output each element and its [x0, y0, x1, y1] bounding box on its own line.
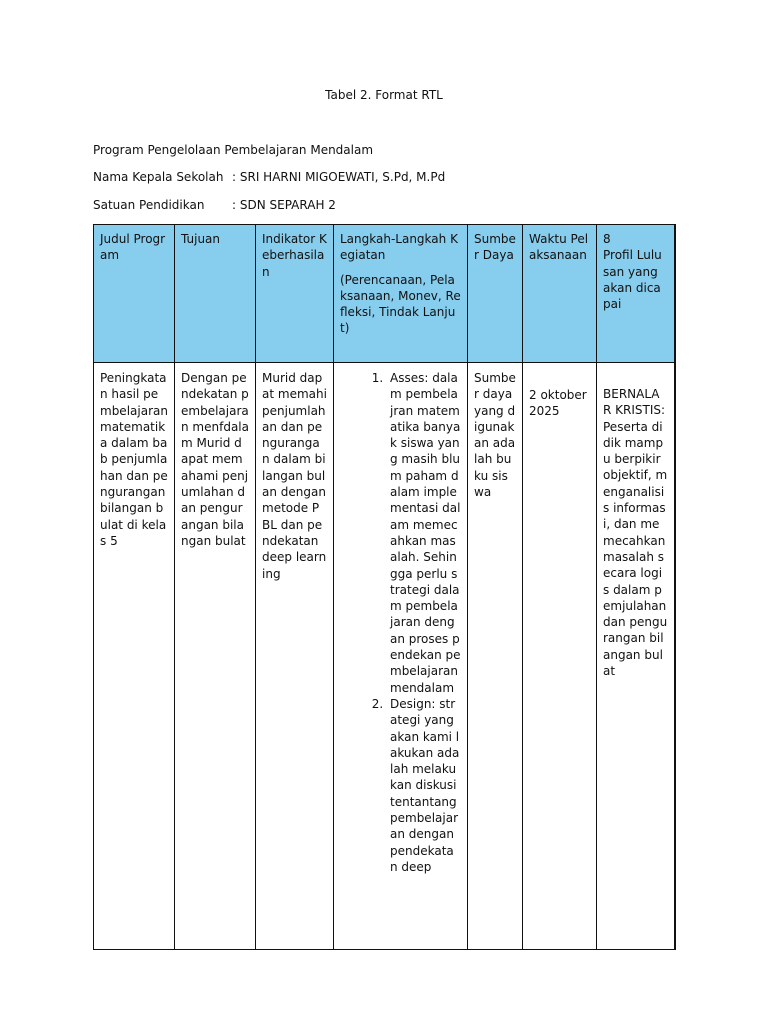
kepala-sekolah-line	[93, 170, 445, 184]
header-waktu: Waktu Pelaksanaan	[523, 225, 597, 363]
header-tujuan: Tujuan	[175, 225, 256, 363]
rtl-table	[93, 224, 676, 950]
header-langkah	[334, 225, 468, 363]
kepala-sekolah-label: Nama Kepala Sekolah	[93, 170, 224, 184]
satuan-pendidikan-line	[93, 198, 336, 212]
cell-tujuan: Dengan pendekatan pembelajaran menfdalam Murid dapat memahami penjumlahan dan pengurangan bilangan bulat	[175, 363, 256, 950]
satuan-pendidikan-value: : SDN SEPARAH 2	[232, 198, 336, 212]
header-judul-program: Judul Program	[94, 225, 175, 363]
header-profil-lulusan	[597, 225, 675, 363]
header-langkah-subtitle: (Perencanaan, Pelaksanaan, Monev, Refleksi, Tindak Lanjut)	[340, 272, 461, 336]
header-profil-label: Profil Lulusan yang akan dicapai	[603, 248, 662, 312]
cell-sumber-daya: Sumber daya yang digunakan adalah buku siswa	[468, 363, 523, 950]
header-indikator: Indikator Keberhasilan	[256, 225, 334, 363]
langkah-item-design: 2. Design: strategi yang akan kami lakukan adalah melakukan diskusi tentantang pembelajaran dengan pendekatan deep	[387, 696, 461, 875]
program-line: Program Pengelolaan Pembelajaran Mendalam	[93, 143, 374, 157]
document-title: Tabel 2. Format RTL	[325, 88, 443, 102]
langkah-item-asses: 1. Asses: dalam pembelajran matematika banyak siswa yang masih blum paham dalam implementasi dalam memecahkan masalah. Sehingga perlu strategi dalam pembelajaran dengan proses pendekan pembelajaran mendalam	[387, 370, 461, 696]
header-langkah-title: Langkah-Langkah Kegiatan	[340, 232, 458, 263]
header-profil-number: 8	[603, 232, 611, 246]
header-sumber-daya: Sumber Daya	[468, 225, 523, 363]
kepala-sekolah-value: : SRI HARNI MIGOEWATI, S.Pd, M.Pd	[232, 170, 446, 184]
table-header-row	[94, 225, 675, 363]
table-row	[94, 363, 675, 950]
cell-waktu: 2 oktober 2025	[523, 363, 597, 950]
cell-profil-lulusan: BERNALAR KRISTIS: Peserta didik mampu berpikir objektif, menganalisis informasi, dan memecahkan masalah secara logis dalam pemjulahan dan pengurangan bilangan bulat	[597, 363, 675, 950]
cell-indikator: Murid dapat memahi penjumlahan dan pengurangan dalam bilangan bulan dengan metode PBL dan pendekatan deep learning	[256, 363, 334, 950]
satuan-pendidikan-label: Satuan Pendidikan	[93, 198, 205, 212]
cell-langkah	[334, 363, 468, 950]
cell-judul-program: Peningkatan hasil pembelajaran matematika dalam bab penjumlahan dan pengurangan bilangan bulat di kelas 5	[94, 363, 175, 950]
langkah-list	[340, 370, 461, 875]
